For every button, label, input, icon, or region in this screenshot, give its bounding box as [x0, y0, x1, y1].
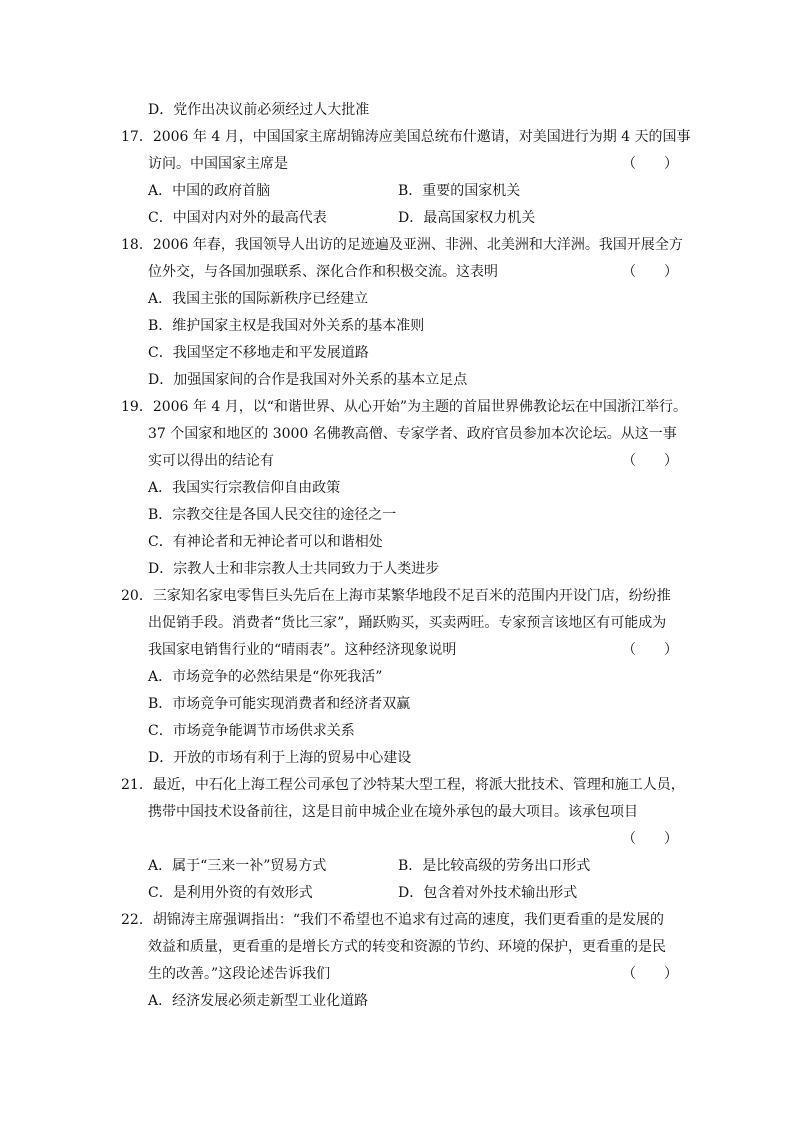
q21-option-d: D．包含着对外技术输出形式	[398, 885, 578, 901]
q20-stem-line1: 20．三家知名家电零售巨头先后在上海市某繁华地段不足百米的范围内开设门店，纷纷推	[121, 588, 671, 604]
q20-option-d: D．开放的市场有利于上海的贸易中心建设	[148, 750, 412, 766]
q22-stem-line1: 22．胡锦涛主席强调指出：“我们不希望也不追求有过高的速度，我们更看重的是发展的	[121, 912, 664, 928]
q21-option-b: B．是比较高级的劳务出口形式	[398, 858, 591, 874]
q19-option-c: C．有神论者和无神论者可以和谐相处	[148, 534, 383, 550]
q18-stem-line1: 18．2006 年春，我国领导人出访的足迹遍及亚洲、非洲、北美洲和大洋洲。我国开展全方	[121, 237, 683, 253]
q17-option-c: C．中国对内对外的最高代表	[148, 210, 327, 226]
q18-option-b: B．维护国家主权是我国对外关系的基本准则	[148, 318, 425, 334]
q19-stem-line3: 实可以得出的结论有	[148, 453, 274, 469]
q19-option-d: D．宗教人士和非宗教人士共同致力于人类进步	[148, 561, 440, 577]
q22-stem-line3: 生的改善。”这段论述告诉我们	[148, 966, 331, 982]
q17-option-d: D．最高国家权力机关	[398, 210, 536, 226]
q20-option-a: A．市场竞争的必然结果是“你死我活”	[148, 669, 383, 685]
q21-option-a: A．属于“三来一补”贸易方式	[148, 858, 327, 874]
q20-answer-blank: （ ）	[622, 642, 678, 658]
q20-stem-line2: 出促销手段。消费者“货比三家”，踊跃购买，买卖两旺。专家预言该地区有可能成为	[148, 615, 667, 631]
q20-option-b: B．市场竞争可能实现消费者和经济者双赢	[148, 696, 411, 712]
q21-stem-line2: 携带中国技术设备前往，这是目前申城企业在境外承包的最大项目。该承包项目	[148, 804, 638, 820]
q21-option-c: C．是利用外资的有效形式	[148, 885, 313, 901]
q18-option-c: C．我国坚定不移地走和平发展道路	[148, 345, 369, 361]
q21-answer-blank: （ ）	[622, 831, 678, 847]
q19-option-a: A．我国实行宗教信仰自由政策	[148, 480, 341, 496]
q18-option-d: D．加强国家间的合作是我国对外关系的基本立足点	[148, 372, 468, 388]
q17-stem-line1: 17．2006 年 4 月，中国国家主席胡锦涛应美国总统布什邀请，对美国进行为期 4 天的国事	[121, 129, 691, 145]
q22-option-a: A．经济发展必须走新型工业化道路	[148, 993, 369, 1009]
q18-answer-blank: （ ）	[622, 264, 678, 280]
q18-stem-line2: 位外交，与各国加强联系、深化合作和积极交流。这表明	[148, 264, 498, 280]
q17-answer-blank: （ ）	[622, 156, 678, 172]
q18-option-a: A．我国主张的国际新秩序已经建立	[148, 291, 369, 307]
q22-stem-line2: 效益和质量，更看重的是增长方式的转变和资源的节约、环境的保护，更看重的是民	[148, 939, 666, 955]
q17-option-a: A．中国的政府首脑	[148, 183, 271, 199]
q19-option-b: B．宗教交往是各国人民交往的途径之一	[148, 507, 397, 523]
q22-answer-blank: （ ）	[622, 966, 678, 982]
q19-stem-line1: 19．2006 年 4 月，以“和谐世界、从心开始”为主题的首届世界佛教论坛在中国浙江举行。	[121, 399, 688, 415]
q19-stem-line2: 37 个国家和地区的 3000 名佛教高僧、专家学者、政府官员参加本次论坛。从这一事	[148, 426, 677, 442]
q20-option-c: C．市场竞争能调节市场供求关系	[148, 723, 355, 739]
q16-option-d: D．党作出决议前必须经过人大批准	[148, 102, 370, 118]
q19-answer-blank: （ ）	[622, 453, 678, 469]
q20-stem-line3: 我国家电销售行业的“晴雨表”。这种经济现象说明	[148, 642, 457, 658]
q21-stem-line1: 21．最近，中石化上海工程公司承包了沙特某大型工程，将派大批技术、管理和施工人员，	[121, 777, 685, 793]
q17-stem-line2: 访问。中国国家主席是	[148, 156, 288, 172]
q17-option-b: B．重要的国家机关	[398, 183, 521, 199]
